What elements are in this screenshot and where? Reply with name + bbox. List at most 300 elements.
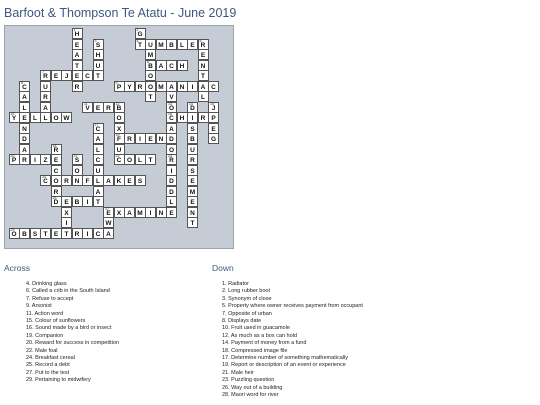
- grid-cell[interactable]: [82, 196, 93, 207]
- grid-cell[interactable]: [82, 70, 93, 81]
- grid-cell[interactable]: [19, 81, 30, 92]
- cell-letter: M: [189, 188, 196, 196]
- grid-cell[interactable]: [135, 28, 146, 39]
- grid-cell[interactable]: [19, 112, 30, 123]
- cell-letter: A: [95, 188, 101, 196]
- grid-cell[interactable]: [61, 175, 72, 186]
- cell-letter: A: [106, 230, 111, 238]
- cell-letter: I: [191, 83, 194, 91]
- grid-cell[interactable]: [156, 207, 167, 218]
- grid-cell[interactable]: [114, 175, 125, 186]
- cell-letter: E: [53, 230, 59, 238]
- cell-letter: X: [64, 209, 69, 217]
- grid-cell[interactable]: [166, 186, 177, 197]
- cell-number: 5: [199, 38, 202, 43]
- grid-cell[interactable]: [40, 81, 51, 92]
- cell-letter: A: [169, 125, 174, 133]
- across-clue: 7. Refuse to accept: [26, 295, 74, 302]
- grid-cell[interactable]: [61, 207, 72, 218]
- cell-letter: E: [127, 178, 132, 185]
- grid-cell[interactable]: [93, 175, 104, 186]
- grid-cell[interactable]: [156, 133, 167, 144]
- cell-letter: B: [22, 230, 27, 238]
- cell-letter: R: [74, 83, 80, 91]
- grid-cell[interactable]: [166, 133, 177, 144]
- grid-cell[interactable]: [198, 49, 209, 60]
- down-clue: 26. Way out of a building: [222, 384, 283, 391]
- cell-letter: C: [169, 115, 174, 122]
- cell-number: 24: [42, 175, 46, 179]
- cell-letter: H: [179, 62, 185, 70]
- cell-letter: C: [95, 125, 101, 133]
- cell-letter: L: [96, 146, 100, 154]
- grid-cell[interactable]: [51, 196, 62, 207]
- grid-cell[interactable]: [198, 60, 209, 71]
- puzzle-title: Barfoot & Thompson Te Atatu - June 2019: [4, 6, 237, 20]
- grid-cell[interactable]: [93, 165, 104, 176]
- grid-cell[interactable]: [93, 49, 104, 60]
- cell-letter: K: [116, 178, 122, 185]
- grid-cell[interactable]: [135, 207, 146, 218]
- grid-cell[interactable]: [51, 144, 62, 155]
- grid-cell[interactable]: [166, 123, 177, 134]
- cell-letter: P: [11, 157, 17, 164]
- cell-letter: Z: [43, 157, 48, 164]
- grid-cell[interactable]: [114, 112, 125, 123]
- cell-letter: B: [74, 199, 80, 206]
- grid-cell[interactable]: [166, 175, 177, 186]
- grid-cell[interactable]: [187, 196, 198, 207]
- grid-cell[interactable]: [187, 165, 198, 176]
- cell-letter: U: [95, 167, 101, 175]
- grid-cell[interactable]: [82, 228, 93, 239]
- grid-cell[interactable]: [187, 186, 198, 197]
- cell-number: 7: [42, 70, 44, 74]
- grid-cell[interactable]: [114, 81, 125, 92]
- cell-letter: E: [190, 178, 195, 185]
- cell-letter: R: [53, 188, 59, 196]
- cell-number: 20: [10, 154, 15, 158]
- cell-letter: A: [95, 136, 101, 143]
- grid-cell[interactable]: [9, 228, 20, 239]
- grid-cell[interactable]: [72, 165, 83, 176]
- cell-letter: I: [65, 220, 68, 227]
- grid-cell[interactable]: [40, 91, 51, 102]
- cell-letter: L: [180, 41, 184, 49]
- across-clue-list: [26, 281, 119, 385]
- cell-number: 11: [84, 101, 88, 106]
- grid-cell[interactable]: [19, 228, 30, 239]
- cell-letter: R: [74, 230, 80, 238]
- grid-cell[interactable]: [166, 91, 177, 102]
- grid-cell[interactable]: [208, 133, 219, 144]
- grid-cell[interactable]: [166, 60, 177, 71]
- grid-cell[interactable]: [114, 154, 125, 165]
- grid-cell[interactable]: [30, 228, 41, 239]
- grid-cell[interactable]: [72, 28, 83, 39]
- down-clue: 28. Maori word for river: [222, 392, 279, 399]
- grid-cell[interactable]: [72, 154, 83, 165]
- cell-letter: X: [116, 209, 122, 217]
- cell-number: 18: [52, 143, 57, 148]
- cell-letter: P: [116, 83, 122, 91]
- grid-cell[interactable]: [40, 102, 51, 113]
- grid-cell[interactable]: [145, 133, 156, 144]
- down-heading: Down: [212, 263, 234, 273]
- grid-cell[interactable]: [61, 112, 72, 123]
- cell-letter: A: [169, 83, 174, 91]
- grid-cell[interactable]: [135, 39, 146, 50]
- grid-cell[interactable]: [124, 154, 135, 165]
- grid-cell[interactable]: [166, 165, 177, 176]
- grid-cell[interactable]: [72, 70, 83, 81]
- cell-letter: R: [200, 115, 206, 122]
- grid-cell[interactable]: [19, 102, 30, 113]
- grid-cell[interactable]: [198, 70, 209, 81]
- grid-cell[interactable]: [51, 112, 62, 123]
- down-clue: 5. Property where owner receives payment from occupant: [222, 303, 363, 310]
- down-clue: 2. Long rubber boot: [222, 288, 271, 295]
- grid-cell[interactable]: [166, 196, 177, 207]
- cell-letter: A: [158, 62, 164, 70]
- cell-letter: W: [105, 220, 112, 227]
- grid-cell[interactable]: [135, 154, 146, 165]
- grid-cell[interactable]: [93, 39, 104, 50]
- cell-letter: D: [53, 199, 59, 206]
- across-clue: 20. Reward for success in competition: [26, 340, 119, 347]
- cell-letter: C: [22, 83, 27, 91]
- cell-letter: E: [64, 199, 69, 206]
- down-clue: 18. Compressed image file: [222, 347, 288, 354]
- grid-cell[interactable]: [114, 102, 125, 113]
- grid-cell[interactable]: [145, 49, 156, 60]
- grid-cell[interactable]: [61, 217, 72, 228]
- cell-number: 23: [168, 154, 172, 158]
- cell-letter: E: [190, 199, 195, 206]
- grid-cell[interactable]: [93, 123, 104, 134]
- grid-cell[interactable]: [187, 102, 198, 113]
- cell-letter: I: [149, 209, 152, 217]
- grid-cell[interactable]: [166, 112, 177, 123]
- cell-number: 6: [147, 59, 149, 64]
- grid-cell[interactable]: [166, 39, 177, 50]
- cell-letter: N: [74, 178, 80, 185]
- cell-letter: Y: [127, 83, 132, 91]
- cell-letter: A: [200, 83, 206, 91]
- grid-cell[interactable]: [145, 70, 156, 81]
- cell-letter: G: [210, 136, 217, 143]
- across-clue: 16. Sound made by a bird or insect: [26, 325, 112, 332]
- grid-cell[interactable]: [72, 196, 83, 207]
- grid-cell[interactable]: [156, 60, 167, 71]
- cell-letter: J: [211, 104, 216, 112]
- grid-cell[interactable]: [82, 102, 93, 113]
- cell-letter: R: [190, 157, 195, 164]
- grid-cell[interactable]: [156, 81, 167, 92]
- grid-cell[interactable]: [177, 81, 188, 92]
- cell-letter: T: [201, 73, 205, 80]
- cell-letter: E: [74, 73, 80, 80]
- grid-cell[interactable]: [114, 144, 125, 155]
- cell-letter: I: [170, 167, 173, 175]
- cell-letter: E: [106, 209, 111, 217]
- cell-letter: N: [22, 125, 27, 133]
- grid-cell[interactable]: [19, 144, 30, 155]
- grid-cell[interactable]: [19, 154, 30, 165]
- cell-letter: U: [148, 41, 153, 49]
- grid-cell[interactable]: [30, 154, 41, 165]
- grid-cell[interactable]: [187, 144, 198, 155]
- cell-letter: S: [190, 125, 195, 133]
- grid-cell[interactable]: [103, 102, 114, 113]
- grid-cell[interactable]: [103, 207, 114, 218]
- grid-cell[interactable]: [208, 123, 219, 134]
- grid-cell[interactable]: [93, 144, 104, 155]
- grid-cell[interactable]: [166, 154, 177, 165]
- grid-cell[interactable]: [156, 39, 167, 50]
- cell-letter: M: [158, 41, 164, 49]
- grid-cell[interactable]: [114, 133, 125, 144]
- grid-cell[interactable]: [61, 196, 72, 207]
- cell-letter: H: [74, 31, 80, 38]
- across-clue: 4. Drinking glass: [26, 281, 67, 287]
- across-clue: 15. Colour of sunflowers: [26, 318, 86, 325]
- cell-letter: D: [169, 178, 174, 185]
- grid-cell[interactable]: [40, 228, 51, 239]
- cell-letter: I: [86, 199, 89, 206]
- grid-cell[interactable]: [40, 154, 51, 165]
- grid-cell[interactable]: [93, 133, 104, 144]
- down-clue: 23. Puzzling question: [222, 377, 275, 384]
- down-clue: 8. Displays date: [222, 318, 262, 325]
- down-clue: 14. Payment of money from a fund: [222, 340, 307, 347]
- cell-letter: N: [158, 136, 164, 143]
- grid-cell[interactable]: [19, 133, 30, 144]
- grid-cell[interactable]: [145, 91, 156, 102]
- cell-number: 12: [115, 101, 120, 106]
- cell-letter: E: [95, 104, 101, 112]
- grid-cell[interactable]: [208, 81, 219, 92]
- cell-letter: L: [96, 178, 100, 185]
- cell-letter: B: [190, 136, 195, 143]
- grid-cell[interactable]: [103, 175, 114, 186]
- cell-letter: P: [211, 115, 216, 122]
- grid-cell[interactable]: [19, 123, 30, 134]
- grid-cell[interactable]: [51, 165, 62, 176]
- grid-cell[interactable]: [93, 70, 104, 81]
- grid-cell[interactable]: [198, 112, 209, 123]
- grid-cell[interactable]: [145, 154, 156, 165]
- grid-cell[interactable]: [166, 144, 177, 155]
- cell-letter: B: [116, 104, 122, 112]
- cell-number: 16: [168, 112, 172, 116]
- grid-cell[interactable]: [198, 39, 209, 50]
- cell-letter: O: [168, 146, 175, 154]
- cell-letter: A: [127, 209, 132, 217]
- grid-cell[interactable]: [93, 196, 104, 207]
- grid-cell[interactable]: [177, 60, 188, 71]
- grid-cell[interactable]: [145, 60, 156, 71]
- grid-cell[interactable]: [30, 112, 41, 123]
- grid-cell[interactable]: [61, 70, 72, 81]
- across-clue: 25. Record a debt: [26, 362, 70, 369]
- down-clue: 10. Fruit used in guacamole: [222, 325, 290, 332]
- grid-cell[interactable]: [114, 207, 125, 218]
- grid-cell[interactable]: [187, 112, 198, 123]
- grid-cell[interactable]: [187, 207, 198, 218]
- cell-letter: O: [168, 104, 175, 112]
- cell-number: 8: [21, 80, 23, 85]
- cell-letter: E: [148, 136, 153, 143]
- grid-cell[interactable]: [124, 133, 135, 144]
- cell-letter: C: [85, 73, 90, 80]
- cell-letter: O: [116, 115, 122, 122]
- grid-cell[interactable]: [135, 175, 146, 186]
- grid-cell[interactable]: [187, 133, 198, 144]
- across-clue: 22. Male foal: [26, 347, 58, 354]
- grid-cell[interactable]: [93, 186, 104, 197]
- cell-letter: D: [190, 104, 195, 112]
- across-clue: 27. Put to the test: [26, 369, 70, 376]
- cell-letter: M: [147, 52, 154, 59]
- grid-cell[interactable]: [72, 81, 83, 92]
- cell-letter: T: [148, 157, 153, 164]
- grid-cell[interactable]: [51, 154, 62, 165]
- grid-cell[interactable]: [40, 112, 51, 123]
- cell-letter: N: [179, 83, 185, 91]
- grid-cell[interactable]: [51, 186, 62, 197]
- cell-letter: R: [127, 136, 132, 143]
- grid-cell[interactable]: [61, 228, 72, 239]
- grid-cell[interactable]: [103, 217, 114, 228]
- down-clue: 17. Determine number of something mathematically: [222, 355, 348, 362]
- cell-letter: R: [53, 146, 59, 154]
- cell-letter: B: [148, 62, 153, 70]
- cell-letter: I: [34, 157, 36, 164]
- cell-letter: E: [53, 73, 59, 80]
- cell-letter: A: [43, 104, 48, 112]
- cell-letter: O: [126, 157, 133, 164]
- cell-number: 19: [115, 133, 120, 137]
- cell-number: 13: [168, 101, 172, 106]
- grid-cell[interactable]: [187, 123, 198, 134]
- across-clue: 9. Arsonist: [26, 303, 52, 310]
- cell-letter: F: [117, 136, 121, 143]
- grid-cell[interactable]: [187, 39, 198, 50]
- grid-cell[interactable]: [177, 112, 188, 123]
- cell-letter: E: [211, 125, 216, 133]
- grid-cell[interactable]: [145, 207, 156, 218]
- cell-letter: H: [179, 115, 185, 122]
- grid-cell[interactable]: [166, 81, 177, 92]
- cell-letter: C: [95, 157, 101, 164]
- grid-cell[interactable]: [51, 70, 62, 81]
- grid-cell[interactable]: [93, 102, 104, 113]
- cell-letter: A: [106, 178, 111, 185]
- grid-cell[interactable]: [93, 154, 104, 165]
- cell-letter: U: [116, 146, 122, 154]
- grid-cell[interactable]: [40, 70, 51, 81]
- cell-letter: L: [33, 115, 37, 122]
- grid-cell[interactable]: [145, 39, 156, 50]
- cell-number: 14: [189, 101, 193, 106]
- grid-cell[interactable]: [124, 175, 135, 186]
- grid-cell[interactable]: [135, 133, 146, 144]
- grid-cell[interactable]: [208, 112, 219, 123]
- cell-letter: E: [190, 41, 195, 49]
- grid-cell[interactable]: [51, 175, 62, 186]
- cell-number: 15: [210, 101, 214, 106]
- grid-cell[interactable]: [187, 217, 198, 228]
- cell-letter: V: [169, 94, 174, 101]
- across-clue: 11. Action word: [26, 310, 64, 317]
- cell-letter: C: [211, 83, 216, 91]
- grid-cell[interactable]: [51, 228, 62, 239]
- grid-cell[interactable]: [114, 123, 125, 134]
- grid-cell[interactable]: [166, 102, 177, 113]
- down-clue-list: [222, 281, 363, 400]
- grid-cell[interactable]: [9, 112, 20, 123]
- grid-cell[interactable]: [145, 81, 156, 92]
- grid-cell[interactable]: [93, 228, 104, 239]
- grid-cell[interactable]: [187, 154, 198, 165]
- grid-cell[interactable]: [82, 175, 93, 186]
- grid-cell[interactable]: [124, 207, 135, 218]
- grid-cell[interactable]: [177, 39, 188, 50]
- cell-letter: T: [148, 94, 153, 101]
- cell-letter: S: [190, 167, 195, 175]
- cell-letter: L: [22, 104, 27, 112]
- cell-letter: X: [116, 125, 122, 133]
- grid-cell[interactable]: [187, 175, 198, 186]
- grid-cell[interactable]: [19, 91, 30, 102]
- cell-letter: J: [64, 73, 69, 80]
- cell-letter: C: [116, 157, 122, 164]
- grid-cell[interactable]: [72, 60, 83, 71]
- grid-cell[interactable]: [72, 49, 83, 60]
- cell-number: 15: [10, 112, 15, 116]
- cell-number: 25: [52, 196, 57, 200]
- grid-cell[interactable]: [135, 81, 146, 92]
- grid-cell[interactable]: [72, 175, 83, 186]
- grid-cell[interactable]: [93, 60, 104, 71]
- grid-cell[interactable]: [166, 207, 177, 218]
- cell-letter: D: [22, 136, 27, 143]
- cell-letter: S: [95, 41, 101, 49]
- grid-cell[interactable]: [187, 81, 198, 92]
- cell-letter: R: [137, 83, 143, 91]
- grid-cell[interactable]: [103, 228, 114, 239]
- grid-cell[interactable]: [9, 154, 20, 165]
- cell-letter: A: [22, 146, 27, 154]
- cell-letter: A: [22, 94, 27, 101]
- cell-letter: L: [43, 115, 48, 122]
- grid-cell[interactable]: [72, 39, 83, 50]
- grid-cell[interactable]: [72, 228, 83, 239]
- grid-cell[interactable]: [40, 175, 51, 186]
- grid-cell[interactable]: [198, 91, 209, 102]
- cell-letter: S: [74, 157, 80, 164]
- grid-cell[interactable]: [198, 81, 209, 92]
- cell-letter: O: [147, 83, 154, 91]
- cell-letter: T: [96, 73, 100, 80]
- cell-number: 2: [136, 28, 139, 32]
- grid-cell[interactable]: [208, 102, 219, 113]
- cell-letter: T: [138, 41, 142, 49]
- down-clue: 7. Opposite of urban: [222, 310, 272, 317]
- grid-cell[interactable]: [124, 81, 135, 92]
- cell-letter: C: [95, 230, 101, 238]
